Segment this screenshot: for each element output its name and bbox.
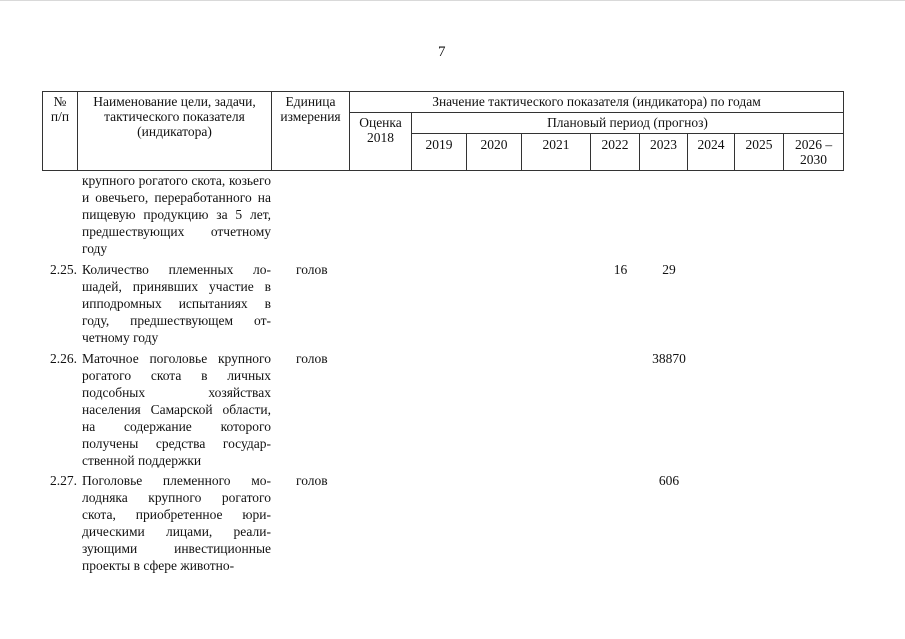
row-name: Количество племенных лошадей, принявших участие в ипподромных испытаниях в году, предшествующем отчетному году xyxy=(82,262,271,345)
header-year: 2026 – 2030 xyxy=(784,134,844,171)
header-plan-period: Плановый период (прогноз) xyxy=(412,113,844,134)
row-unit: голов xyxy=(296,473,328,488)
page-top-edge xyxy=(0,0,905,1)
row-value-2022: 16 xyxy=(613,262,628,277)
header-year: 2023 xyxy=(640,134,688,171)
row-number: 2.26. xyxy=(50,351,77,366)
header-estimate-2018: Оценка 2018 xyxy=(350,113,412,171)
header-name: Наименование цели, задачи, тактического показателя (индикатора) xyxy=(78,92,272,171)
row-name: Маточное поголовье крупного рогатого скота в личных подсобных хозяйствах населения Самарской области, на содержание которого получены средства государственной поддержки xyxy=(82,351,271,468)
indicator-table-header xyxy=(42,91,844,171)
header-values-group: Значение тактического показателя (индикатора) по годам xyxy=(350,92,844,113)
row-name: Поголовье племенного молодняка крупного рогатого скота, приобретенное юридическими лицами, реализующими инвестиционные проекты в сфере животно- xyxy=(82,473,271,573)
header-year: 2019 xyxy=(412,134,467,171)
page-number: 7 xyxy=(438,44,446,60)
header-year: 2020 xyxy=(467,134,522,171)
row-unit: голов xyxy=(296,351,328,366)
header-year: 2024 xyxy=(688,134,735,171)
header-year: 2025 xyxy=(735,134,784,171)
row-value-2023: 29 xyxy=(662,262,676,277)
row-value-2023: 606 xyxy=(658,473,680,488)
row-value-2023: 38870 xyxy=(652,351,686,366)
row-number: 2.27. xyxy=(50,473,77,488)
header-year: 2022 xyxy=(591,134,640,171)
header-unit: Единица измерения xyxy=(272,92,350,171)
header-year: 2021 xyxy=(522,134,591,171)
row-number: 2.25. xyxy=(50,262,77,277)
header-num: № п/п xyxy=(43,92,78,171)
row-unit: голов xyxy=(296,262,328,277)
row-name: крупного рогатого скота, козьего и овечьего, переработанного на пищевую продукцию за 5 лет, предшествующих отчетному году xyxy=(82,173,271,256)
